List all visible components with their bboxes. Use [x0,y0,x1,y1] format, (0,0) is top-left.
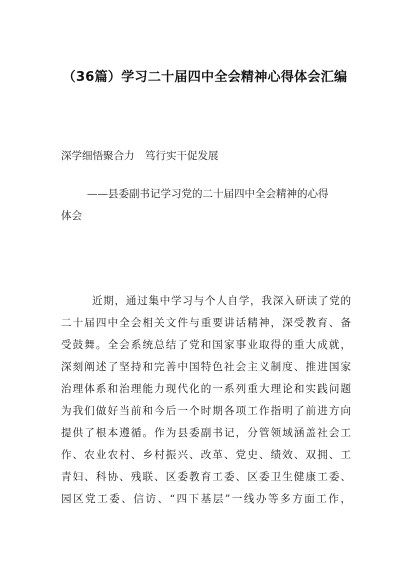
body-line: 二十届四中全会相关文件与重要讲话精神，深受教育、备 [61,317,351,329]
body-line: 受鼓舞。全会系统总结了党和国家事业取得的重大成就， [61,339,351,351]
byline-line-1 [61,183,351,205]
byline-text-1: ——县委副书记学习党的二十届四中全会精神的心得 [87,188,329,200]
document-title: （36篇）学习二十届四中全会精神心得体会汇编 [62,70,348,85]
body-line: 作、农业农村、乡村振兴、改革、党史、绩效、双拥、工 [61,449,351,461]
body-line: 治理体系和治理能力现代化的一系列重大理论和实践问题 [61,383,351,395]
document-byline [61,183,351,227]
body-line: 近期，通过集中学习与个人自学，我深入研读了党的 [92,295,351,307]
body-line: 提供了根本遵循。作为县委副书记，分管领域涵盖社会工 [61,427,351,439]
body-line: 青妇、科协、残联、区委教育工委、区委卫生健康工委、 [61,471,351,483]
document-body [61,290,351,510]
body-line: 为我们做好当前和今后一个时期各项工作指明了前进方向 [61,405,351,417]
body-line: 园区党工委、信访、“四下基层”一线办等多方面工作， [61,493,351,505]
document-subheading: 深学细悟聚合力 笃行实干促发展 [61,150,219,162]
body-line: 深刻阐述了坚持和完善中国特色社会主义制度、推进国家 [61,361,351,373]
byline-line-2: 体会 [61,210,82,222]
